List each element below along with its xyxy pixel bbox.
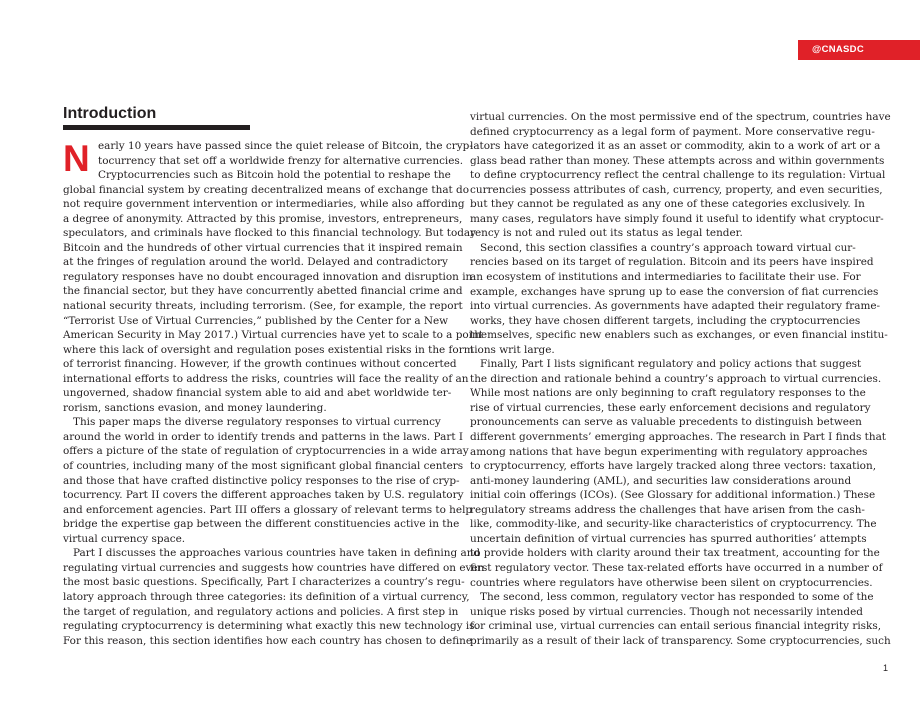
text-line: an ecosystem of institutions and intermediaries to facilitate their use. For (470, 271, 861, 284)
text-line: international efforts to address the risks, countries will face the reality of an (63, 372, 469, 385)
text-line: tocurrency that set off a worldwide frenzy for alternative currencies. (98, 154, 464, 167)
text-line: early 10 years have passed since the quiet release of Bitcoin, the cryp- (98, 140, 473, 152)
text-line: For this reason, this section identifies how each country has chosen to define (63, 634, 473, 647)
paragraph-1 (63, 138, 483, 415)
text-line: example, exchanges have sprung up to ease the conversion of fiat currencies (470, 285, 879, 298)
text-line: tocurrency. Part II covers the different approaches taken by U.S. regulatory (63, 489, 464, 502)
text-line: rency is not and ruled out its status as legal tender. (470, 227, 743, 240)
text-line: to define cryptocurrency reflect the central challenge to its regulation: Virtual (470, 169, 886, 182)
text-line: Finally, Part I lists significant regulatory and policy actions that suggest (480, 358, 862, 371)
text-line: and those that have crafted distinctive policy responses to the rise of cryp- (63, 474, 460, 487)
text-line: While most nations are only beginning to craft regulatory responses to the (470, 387, 866, 400)
text-line: rorism, sanctions evasion, and money laundering. (63, 401, 327, 414)
text-line: rise of virtual currencies, these early enforcement decisions and regulatory (470, 401, 871, 414)
text-line: regulatory streams address the challenges that have arisen from the cash- (470, 503, 865, 516)
paragraph-7 (470, 590, 891, 648)
text-line: regulating cryptocurrency is determining what exactly this new technology is. (63, 620, 478, 633)
heading-underline (63, 125, 250, 130)
text-line: different governments’ emerging approaches. The research in Part I finds that (470, 431, 886, 444)
text-line: of terrorist financing. However, if the growth continues without concerted (63, 358, 457, 371)
text-line: to cryptocurrency, efforts have largely tracked along three vectors: taxation, (470, 460, 877, 473)
text-line: virtual currencies. On the most permissive end of the spectrum, countries have (470, 111, 891, 123)
text-line: defined cryptocurrency as a legal form of payment. More conservative regu- (470, 125, 875, 138)
text-line: into virtual currencies. As governments have adapted their regulatory frame- (470, 300, 881, 313)
paragraph-2 (63, 415, 473, 546)
text-column-right (470, 110, 891, 648)
text-line: bridge the expertise gap between the different constituencies active in the (63, 518, 460, 531)
text-line: regulatory responses have no doubt encouraged innovation and disruption in (63, 270, 473, 283)
text-line: anti-money laundering (AML), and securities law considerations around (470, 474, 852, 487)
text-line: and enforcement agencies. Part III offers a glossary of relevant terms to help (63, 503, 473, 516)
page-number: 1 (883, 663, 889, 673)
text-line: but they cannot be regulated as any one of these categories exclusively. In (470, 198, 865, 211)
text-line: rencies based on its target of regulation. Bitcoin and its peers have inspired (470, 256, 874, 269)
paragraph-6 (470, 357, 886, 590)
text-line: virtual currency space. (63, 532, 186, 545)
text-line: Second, this section classifies a country’s approach toward virtual cur- (480, 241, 856, 254)
text-line: countries where regulators have otherwise been silent on cryptocurrencies. (470, 576, 873, 589)
twitter-handle-tag: @CNASDC (798, 40, 920, 60)
text-line: latory approach through three categories: its definition of a virtual currency, (63, 590, 470, 603)
text-line: uncertain definition of virtual currencies has spurred authorities’ attempts (470, 532, 867, 545)
text-line: glass bead rather than money. These attempts across and within governments (470, 154, 885, 167)
text-line: national security threats, including terrorism. (See, for example, the report (63, 300, 463, 313)
text-line: global financial system by creating decentralized means of exchange that do (63, 183, 470, 196)
text-line: offers a picture of the state of regulation of cryptocurrencies in a wide array (63, 445, 469, 458)
text-line: of countries, including many of the most significant global financial centers (63, 460, 464, 473)
text-line: Part I discusses the approaches various countries have taken in defining and (73, 547, 481, 560)
text-column-left (63, 138, 485, 648)
text-line: initial coin offerings (ICOs). (See Glossary for additional information.) These (470, 489, 876, 502)
text-line: first regulatory vector. These tax-related efforts have occurred in a number of (470, 561, 883, 574)
text-line: The second, less common, regulatory vector has responded to some of the (480, 591, 874, 604)
text-line: among nations that have begun experimenting with regulatory approaches (470, 445, 868, 458)
text-line: currencies possess attributes of cash, currency, property, and even securities, (470, 183, 883, 196)
text-line: like, commodity-like, and security-like characteristics of cryptocurrency. The (470, 518, 877, 531)
text-line: “Terrorist Use of Virtual Currencies,” published by the Center for a New (63, 314, 449, 327)
text-line: pronouncements can serve as valuable precedents to distinguish between (470, 416, 862, 429)
text-line: many cases, regulators have simply found it useful to identify what cryptocur- (470, 212, 884, 225)
text-line: the direction and rationale behind a country’s approach to virtual currencies. (470, 372, 882, 385)
text-line: the financial sector, but they have concurrently abetted financial crime and (63, 285, 463, 298)
paragraph-5 (470, 241, 888, 357)
text-line: the most basic questions. Specifically, Part I characterizes a country’s regu- (63, 576, 465, 589)
text-line: Cryptocurrencies such as Bitcoin hold the potential to reshape the (98, 169, 451, 182)
text-line: lators have categorized it as an asset or commodity, akin to a work of art or a (470, 140, 881, 153)
text-line: ungoverned, shadow financial system able to aid and abet worldwide ter- (63, 387, 452, 400)
text-line: works, they have chosen different targets, including the cryptocurrencies (470, 314, 861, 327)
paragraph-3 (63, 546, 485, 648)
text-line: for criminal use, virtual currencies can entail serious financial integrity risks, (470, 620, 882, 633)
text-line: not require government intervention or intermediaries, while also affording (63, 198, 465, 211)
text-line: at the fringes of regulation around the world. Delayed and contradictory (63, 256, 448, 269)
text-line: to provide holders with clarity around their tax treatment, accounting for the (470, 547, 880, 560)
text-line: Bitcoin and the hundreds of other virtual currencies that it inspired remain (63, 241, 463, 254)
text-line: primarily as a result of their lack of transparency. Some cryptocurrencies, such (470, 634, 891, 647)
paragraph-4 (470, 110, 891, 241)
text-line: the target of regulation, and regulatory actions and policies. A first step in (63, 605, 459, 618)
text-line: where this lack of oversight and regulation poses existential risks in the form (63, 343, 474, 356)
text-line: This paper maps the diverse regulatory responses to virtual currency (73, 416, 441, 429)
text-line: tions writ large. (470, 343, 555, 356)
text-line: regulating virtual currencies and suggests how countries have differed on even (63, 561, 485, 574)
drop-cap: N (63, 138, 90, 179)
text-line: themselves, specific new enablers such as exchanges, or even financial institu- (470, 329, 888, 342)
text-line: a degree of anonymity. Attracted by this promise, investors, entrepreneurs, (63, 212, 463, 225)
text-line: unique risks posed by virtual currencies. Though not necessarily intended (470, 605, 863, 618)
text-line: around the world in order to identify trends and patterns in the laws. Part I (63, 430, 463, 443)
section-heading: Introduction (63, 105, 157, 122)
text-line: American Security in May 2017.) Virtual currencies have yet to scale to a point (63, 329, 483, 342)
text-line: speculators, and criminals have flocked to this financial technology. But today (63, 227, 477, 240)
